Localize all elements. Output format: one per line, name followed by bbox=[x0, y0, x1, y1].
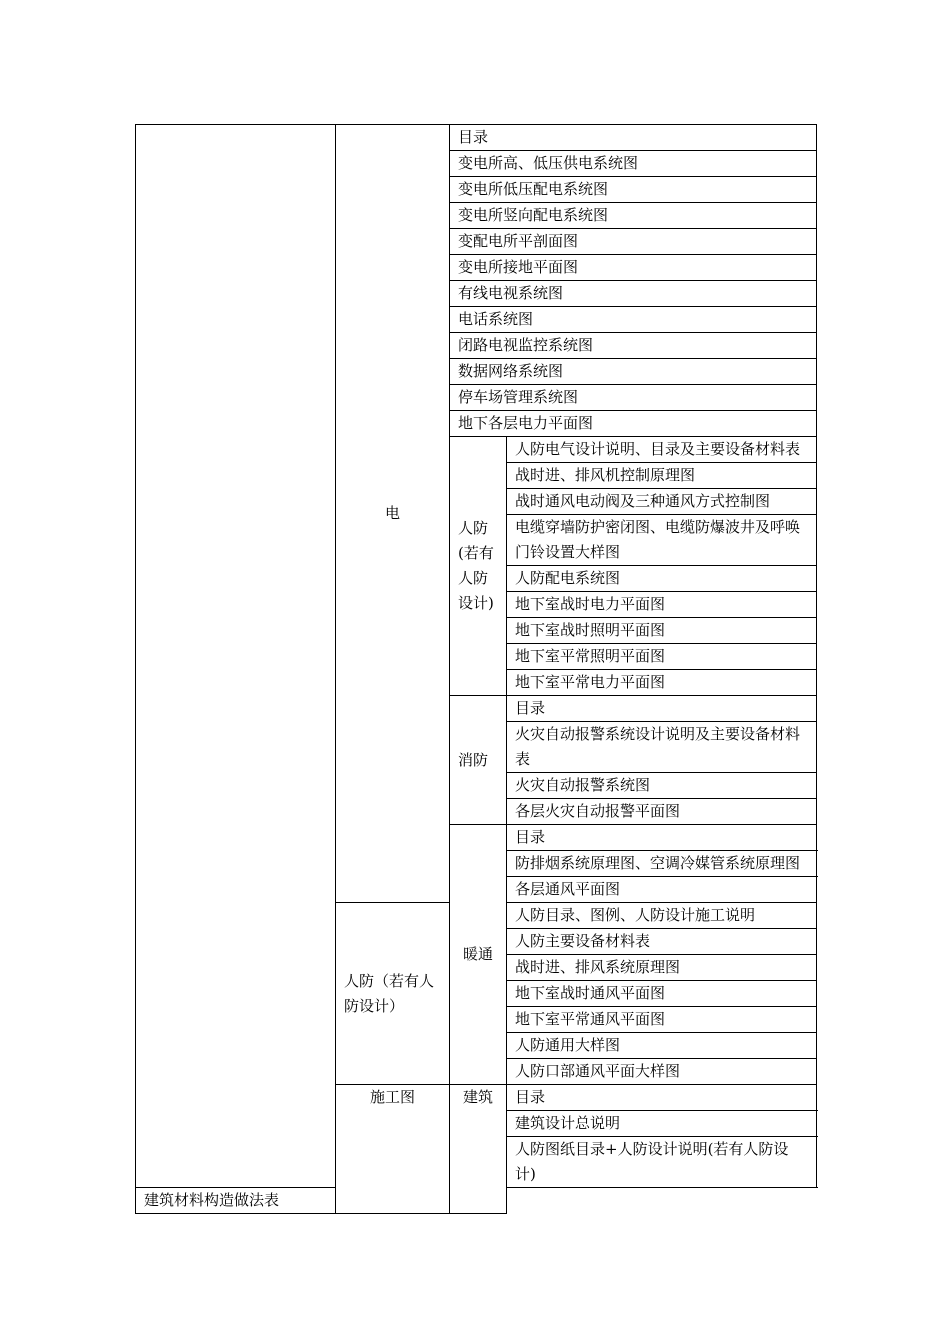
list-item: 目录 bbox=[507, 1085, 817, 1111]
list-item: 数据网络系统图 bbox=[450, 359, 817, 385]
list-item: 变电所接地平面图 bbox=[450, 255, 817, 281]
drawing-list-table bbox=[135, 124, 817, 1214]
list-item: 各层火灾自动报警平面图 bbox=[507, 799, 817, 825]
list-item: 地下室平常电力平面图 bbox=[507, 670, 817, 696]
list-item: 变电所高、低压供电系统图 bbox=[450, 151, 817, 177]
list-item: 战时进、排风系统原理图 bbox=[507, 955, 817, 981]
list-item: 人防通用大样图 bbox=[507, 1033, 817, 1059]
list-item: 人防电气设计说明、目录及主要设备材料表 bbox=[507, 437, 817, 463]
list-item: 变电所竖向配电系统图 bbox=[450, 203, 817, 229]
list-item: 地下室战时照明平面图 bbox=[507, 618, 817, 644]
subgroup-civil-defense-electric: 人防(若有人防设计) bbox=[450, 437, 507, 696]
list-item: 地下室战时通风平面图 bbox=[507, 981, 817, 1007]
list-item: 防排烟系统原理图、空调冷媒管系统原理图 bbox=[507, 851, 817, 877]
list-item: 人防主要设备材料表 bbox=[507, 929, 817, 955]
list-item: 人防口部通风平面大样图 bbox=[507, 1059, 817, 1085]
list-item: 电话系统图 bbox=[450, 307, 817, 333]
list-item: 各层通风平面图 bbox=[507, 877, 817, 903]
list-item: 地下室战时电力平面图 bbox=[507, 592, 817, 618]
list-item: 停车场管理系统图 bbox=[450, 385, 817, 411]
list-item: 目录 bbox=[450, 125, 817, 151]
list-item: 地下各层电力平面图 bbox=[450, 411, 817, 437]
list-item: 建筑设计总说明 bbox=[507, 1111, 817, 1137]
list-item: 有线电视系统图 bbox=[450, 281, 817, 307]
list-item: 变配电所平剖面图 bbox=[450, 229, 817, 255]
list-item: 火灾自动报警系统图 bbox=[507, 773, 817, 799]
list-item: 人防目录、图例、人防设计施工说明 bbox=[507, 903, 817, 929]
category-cell-empty bbox=[136, 125, 336, 1188]
list-item: 地下室平常通风平面图 bbox=[507, 1007, 817, 1033]
list-item: 变电所低压配电系统图 bbox=[450, 177, 817, 203]
list-item: 闭路电视监控系统图 bbox=[450, 333, 817, 359]
list-item: 人防配电系统图 bbox=[507, 566, 817, 592]
list-item: 电缆穿墙防护密闭图、电缆防爆波井及呼唤门铃设置大样图 bbox=[507, 515, 817, 566]
list-item: 目录 bbox=[507, 696, 817, 722]
subgroup-civil-defense-hvac: 人防（若有人防设计） bbox=[336, 903, 450, 1085]
category-construction: 施工图 bbox=[336, 1085, 450, 1214]
list-item: 火灾自动报警系统设计说明及主要设备材料表 bbox=[507, 722, 817, 773]
subgroup-fire: 消防 bbox=[450, 696, 507, 825]
list-item: 战时通风电动阀及三种通风方式控制图 bbox=[507, 489, 817, 515]
list-item: 建筑材料构造做法表 bbox=[136, 1188, 450, 1214]
discipline-architecture: 建筑 bbox=[450, 1085, 507, 1214]
list-item: 战时进、排风机控制原理图 bbox=[507, 463, 817, 489]
discipline-electric: 电 bbox=[336, 125, 450, 903]
list-item: 目录 bbox=[507, 825, 817, 851]
list-item: 地下室平常照明平面图 bbox=[507, 644, 817, 670]
discipline-hvac: 暖通 bbox=[450, 825, 507, 1085]
list-item: 人防图纸目录+人防设计说明(若有人防设计) bbox=[507, 1137, 817, 1188]
